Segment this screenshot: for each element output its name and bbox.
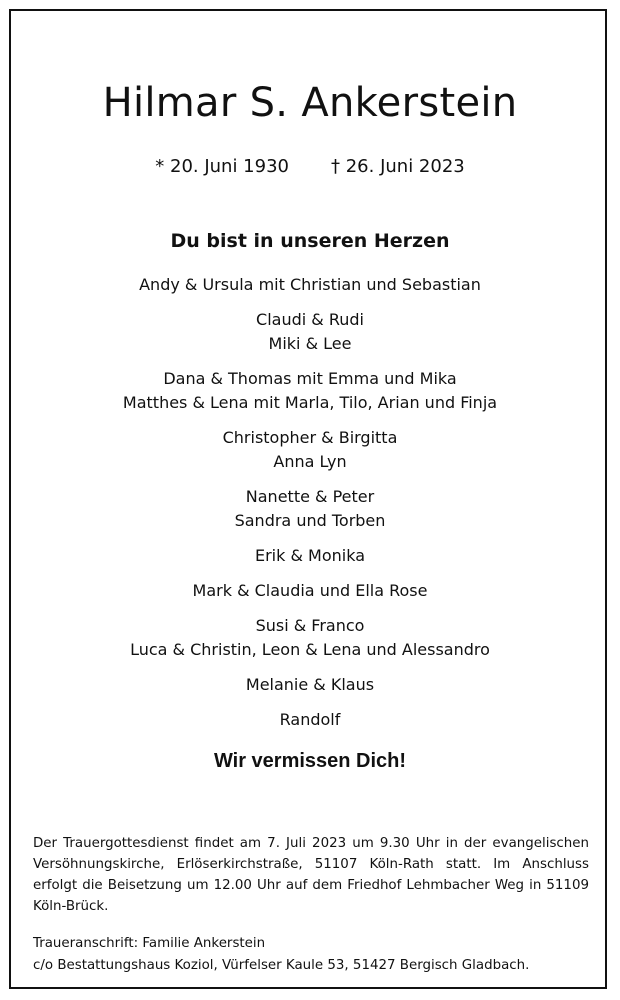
mourner-group <box>0 485 620 533</box>
mourning-address <box>33 933 593 977</box>
address-line: c/o Bestattungshaus Koziol, Vürfelser Kaule 53, 51427 Bergisch Gladbach. <box>33 958 530 973</box>
mourner-group <box>0 426 620 474</box>
mourner-group <box>0 367 620 415</box>
mourner-line: Anna Lyn <box>273 452 347 471</box>
mourners-list <box>0 273 620 732</box>
mourner-line: Erik & Monika <box>254 546 365 565</box>
deceased-name: Hilmar S. Ankerstein <box>102 80 518 126</box>
mourner-group <box>0 544 620 568</box>
mourner-line: Nanette & Peter <box>245 487 375 506</box>
mourner-line: Sandra und Torben <box>234 511 386 530</box>
mourner-line: Miki & Lee <box>268 334 352 353</box>
mourner-group <box>0 273 620 297</box>
mourner-line: Melanie & Klaus <box>245 675 375 694</box>
mourner-line: Dana & Thomas mit Emma und Mika <box>163 369 457 388</box>
motto-heading: Du bist in unseren Herzen <box>170 230 450 252</box>
service-information: Der Trauergottesdienst findet am 7. Juli 2023 um 9.30 Uhr in der evangelischen Versöhnungskirche, Erlöserkirchstraße, 51107 Köln-Rath statt. Im Anschluss erfolgt die Beisetzung um 12.00 Uhr auf dem Friedhof Lehmbacher Weg in 51109 Köln-Brück. <box>33 836 589 914</box>
mourner-group <box>0 579 620 603</box>
mourner-line: Christopher & Birgitta <box>222 428 398 447</box>
mourner-line: Randolf <box>279 710 341 729</box>
mourner-line: Matthes & Lena mit Marla, Tilo, Arian und Finja <box>122 393 498 412</box>
mourner-group <box>0 673 620 697</box>
mourner-line: Claudi & Rudi <box>256 310 364 329</box>
mourner-group <box>0 708 620 732</box>
closing-line: Wir vermissen Dich! <box>213 750 407 772</box>
life-dates <box>0 156 620 177</box>
mourner-line: Mark & Claudia und Ella Rose <box>192 581 428 600</box>
mourner-group <box>0 614 620 662</box>
death-date: † 26. Juni 2023 <box>331 156 465 177</box>
mourner-group <box>0 308 620 356</box>
mourner-line: Andy & Ursula mit Christian und Sebastian <box>139 275 481 294</box>
mourner-line: Susi & Franco <box>255 616 365 635</box>
address-line: Traueranschrift: Familie Ankerstein <box>33 936 266 951</box>
birth-date: * 20. Juni 1930 <box>155 156 289 177</box>
mourner-line: Luca & Christin, Leon & Lena und Alessandro <box>130 640 490 659</box>
